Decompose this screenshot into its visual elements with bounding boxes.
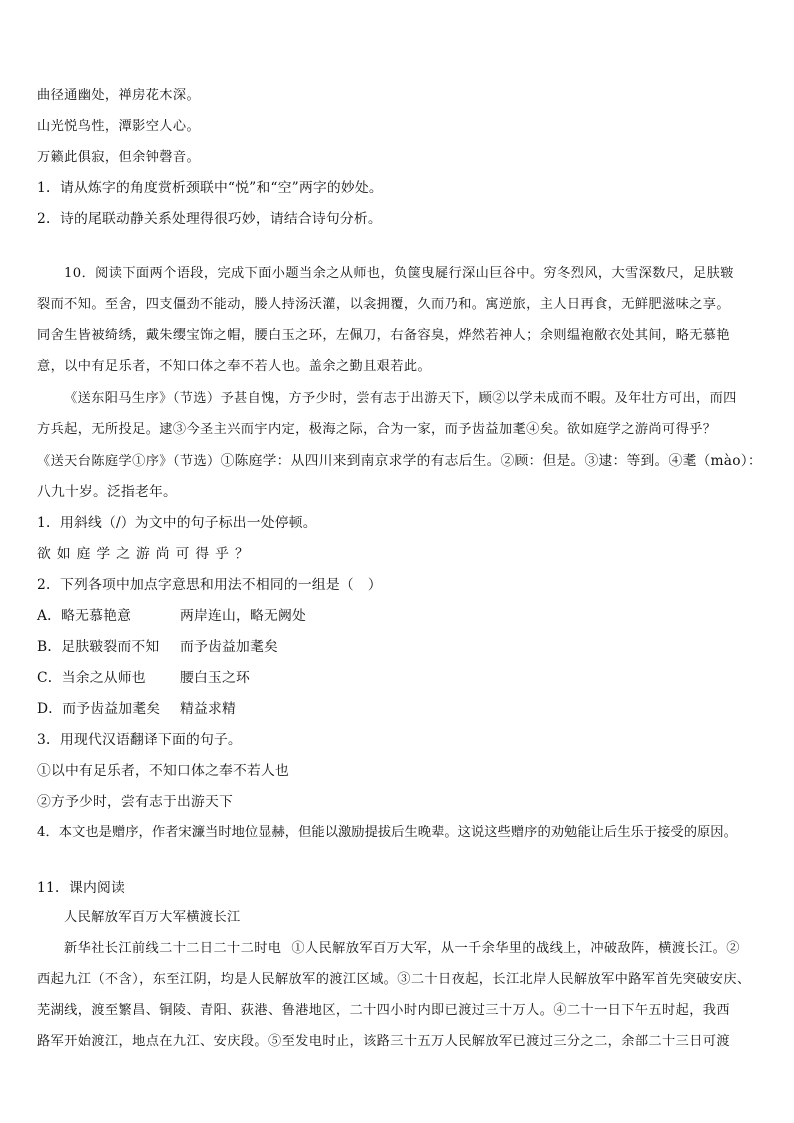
option-d (37, 697, 236, 717)
q10-sub-3: 3．用现代汉语翻译下面的句子。 (37, 732, 242, 748)
q10-sub-1: 1．用斜线（/）为文中的句子标出一处停顿。 (37, 515, 317, 531)
q10-line-5: 《送东阳马生序》（节选）予甚自愧，方予少时，尝有志于出游天下，顾②以学未成而不暇。及年壮方可出，而四 (64, 391, 737, 406)
option-d-right: 精益求精 (180, 701, 236, 717)
option-c-left: C．当余之从师也 (37, 670, 146, 686)
option-b-left: B．足肤皲裂而不知 (37, 639, 160, 655)
q11-heading: 11．课内阅读 (37, 880, 125, 896)
poem-question-1: 1．请从炼字的角度赏析颈联中“悦”和“空”两字的妙处。 (37, 180, 383, 196)
q10-line-6: 方兵起，无所投足。逮③今圣主兴而宇内定，极海之际，合为一家，而予齿益加耄④矣。欲如庭学之游尚可得乎？ (37, 422, 717, 437)
q11-line-1-text: ①人民解放军百万大军，从一千余华里的战线上，冲破敌阵，横渡长江。② (291, 941, 740, 956)
option-b-right: 而予齿益加耄矣 (180, 639, 278, 655)
q10-source-notes: ①陈庭学：从四川来到南京求学的有志后生。②顾：但是。③逮：等到。④耄（mào）： (220, 453, 762, 469)
q10-sub-3-b: ②方予少时，尝有志于出游天下 (37, 794, 233, 810)
q10-sub-4: 4．本文也是赠序，作者宋濂当时地位显赫，但能以激励提拔后生晚辈。这说这些赠序的劝勉能让后生乐于接受的原因。 (37, 825, 737, 840)
option-a-left: A．略无慕艳意 (37, 608, 132, 624)
q10-line-1: 10．阅读下面两个语段，完成下面小题当余之从师也，负箧曳屣行深山巨谷中。穷冬烈风，大雪深数尺，足肤皲 (64, 266, 734, 281)
option-a (37, 604, 306, 624)
q10-line-3: 同舍生皆被绮绣，戴朱缨宝饰之帽，腰白玉之环，左佩刀，右备容臭，烨然若神人；余则缊袍敝衣处其间，略无慕艳 (37, 328, 730, 343)
poem-line-1: 曲径通幽处，禅房花木深。 (37, 88, 201, 103)
option-b (37, 635, 278, 655)
poem-line-3: 万籁此俱寂，但余钟磬音。 (37, 150, 201, 165)
q10-line-2: 裂而不知。至舍，四支僵劲不能动，媵人持汤沃灌，以衾拥覆，久而乃和。寓逆旅，主人日再食，无鲜肥滋味之享。 (37, 297, 730, 312)
option-d-left: D．而予齿益加耄矣 (37, 701, 161, 717)
q10-sub-1-sentence: 欲如庭学之游尚可得乎？ (37, 546, 255, 562)
q11-dateline: 新华社长江前线二十二日二十二时电 (64, 941, 282, 956)
option-c (37, 666, 250, 686)
q11-line-2: 西起九江（不含），东至江阴，均是人民解放军的渡江区域。③二十日夜起，长江北岸人民解放军中路军首先突破安庆、 (37, 972, 751, 987)
poem-question-2: 2．诗的尾联动静关系处理得很巧妙，请结合诗句分析。 (37, 211, 382, 227)
q10-source-notes-2: 八九十岁。泛指老年。 (37, 484, 177, 500)
q10-sub-2: 2．下列各项中加点字意思和用法不相同的一组是（ ） (37, 577, 382, 593)
q11-line-3: 芜湖线，渡至繁昌、铜陵、青阳、荻港、鲁港地区，二十四小时内即已渡过三十万人。④二十一日下午五时起，我西 (37, 1003, 730, 1018)
poem-line-2: 山光悦鸟性，潭影空人心。 (37, 119, 201, 134)
q11-title: 人民解放军百万大军横渡长江 (64, 910, 241, 925)
q10-line-4: 意，以中有足乐者，不知口体之奉不若人也。盖余之勤且艰若此。 (37, 359, 432, 374)
option-a-right: 两岸连山，略无阙处 (180, 608, 306, 624)
q10-source-line (37, 449, 762, 469)
option-c-right: 腰白玉之环 (180, 670, 250, 686)
q10-source-title: 《送天台陈庭学①序》（节选） (37, 454, 221, 469)
q10-sub-3-a: ①以中有足乐者，不知口体之奉不若人也 (37, 763, 289, 779)
q11-line-1 (64, 937, 740, 956)
q11-line-4: 路军开始渡江，地点在九江、安庆段。⑤至发电时止，该路三十五万人民解放军已渡过三分之二，余部二十三日可渡 (37, 1034, 730, 1049)
